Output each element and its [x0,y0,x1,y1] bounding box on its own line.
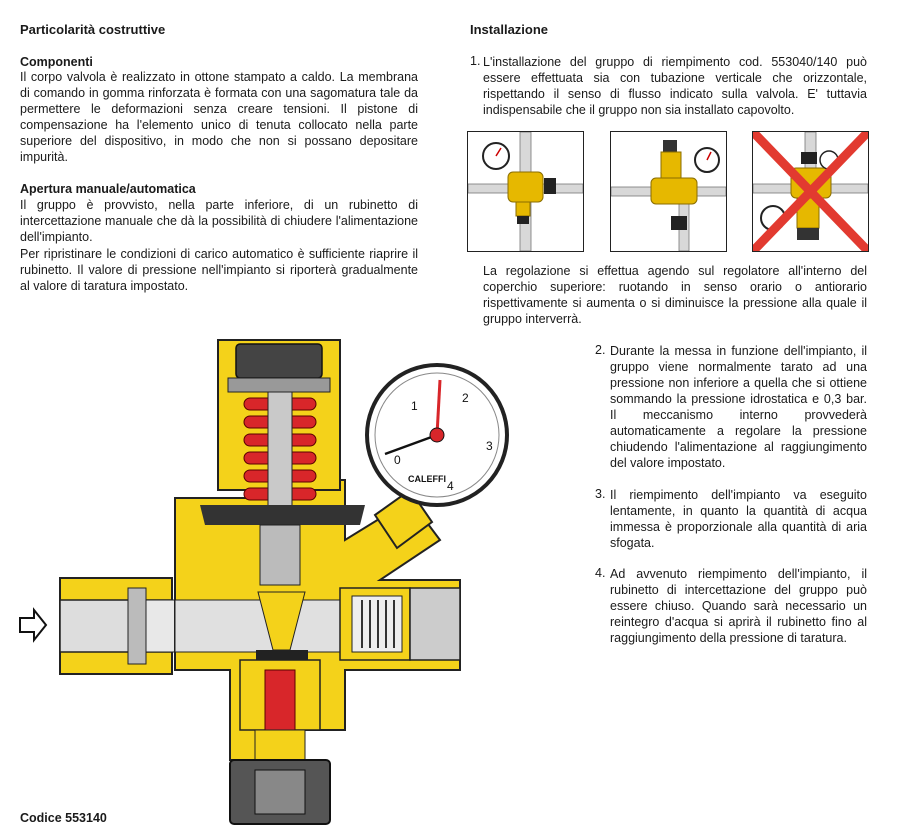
valve-cutaway-illustration [0,330,540,834]
text-apertura-2: Per ripristinare le condizioni di carico automatico è sufficiente riaprire il rubinetto. Il valore di pressione nell'impianto si riporterà gradualmente al valore di taratura impostato. [20,247,418,293]
valve-upside-down-illustration [753,132,868,251]
text-item-1: L'installazione del gruppo di riempimento cod. 553040/140 può essere effettuata sia con tubazione verticale che orizzontale, rispettando il senso di flusso indicato sulla valvola. E' tuttavia indispensabile che il gruppo non sia installato capovolto. [483,55,867,117]
list-number-2: 2. [595,343,606,357]
valve-horizontal-illustration [611,132,726,251]
section-title-installazione: Installazione [470,22,549,37]
text-item-3: Il riempimento dell'impianto va eseguito lentamente, in quanto la quantità di acqua immessa è proporzionale alla quantità di aria sfogata. [610,488,867,550]
text-item-2: Durante la messa in funzione dell'impianto, il gruppo viene normalmente tarato ad una pressione non inferiore a quella che si ottiene sommando la pressione idrostatica e 0,3 bar. Il meccanismo interno provvederà automaticamente a regolare la pressione chiudendo l'alimentazione al raggiungimento del valore impostato. [610,344,867,470]
install-image-upside-down [752,131,869,252]
pressure-gauge-icon [367,365,507,505]
text-apertura-1: Il gruppo è provvisto, nella parte inferiore, di un rubinetto di intercettazione manuale che dà la possibilità di chiudere l'alimentazione dell'impianto. [20,198,418,244]
text-regolazione: La regolazione si effettua agendo sul regolatore all'interno del coperchio superiore: ruotando in senso orario o antiorario rispettivamente si aumenta o si diminuisce la pressione alla quale il gruppo interverrà. [483,264,867,326]
valve-vertical-illustration [468,132,583,251]
gauge-label-4: 4 [447,479,454,493]
section-title-particolarita: Particolarità costruttive [20,22,166,37]
gauge-brand: CALEFFI [408,474,446,484]
flow-arrow-icon [20,610,46,640]
product-code: Codice 553140 [20,811,107,825]
heading-componenti: Componenti [20,55,93,69]
list-number-3: 3. [595,487,606,501]
gauge-label-1: 1 [411,399,418,413]
gauge-label-0: 0 [394,453,401,467]
gauge-label-2: 2 [462,391,469,405]
text-componenti: Il corpo valvola è realizzato in ottone stampato a caldo. La membrana di comando in gomma rinforzata è formata con una sagomatura tale da permettere le deformazioni senza creare tensioni. Il pistone di compensazione ha l'elemento unico di tenuta collocato nella parte superiore del dispositivo, in modo che non si possano depositare impurità. [20,70,418,164]
list-number-1: 1. [470,54,481,68]
install-image-vertical [467,131,584,252]
gauge-label-3: 3 [486,439,493,453]
text-item-4: Ad avvenuto riempimento dell'impianto, il rubinetto di intercettazione del gruppo può essere chiuso. Quando sarà necessario un reintegro d'acqua si aprirà il rubinetto fino al raggiungimento della pressione di taratura. [610,567,867,645]
heading-apertura: Apertura manuale/automatica [20,182,196,196]
list-number-4: 4. [595,566,606,580]
install-image-horizontal [610,131,727,252]
